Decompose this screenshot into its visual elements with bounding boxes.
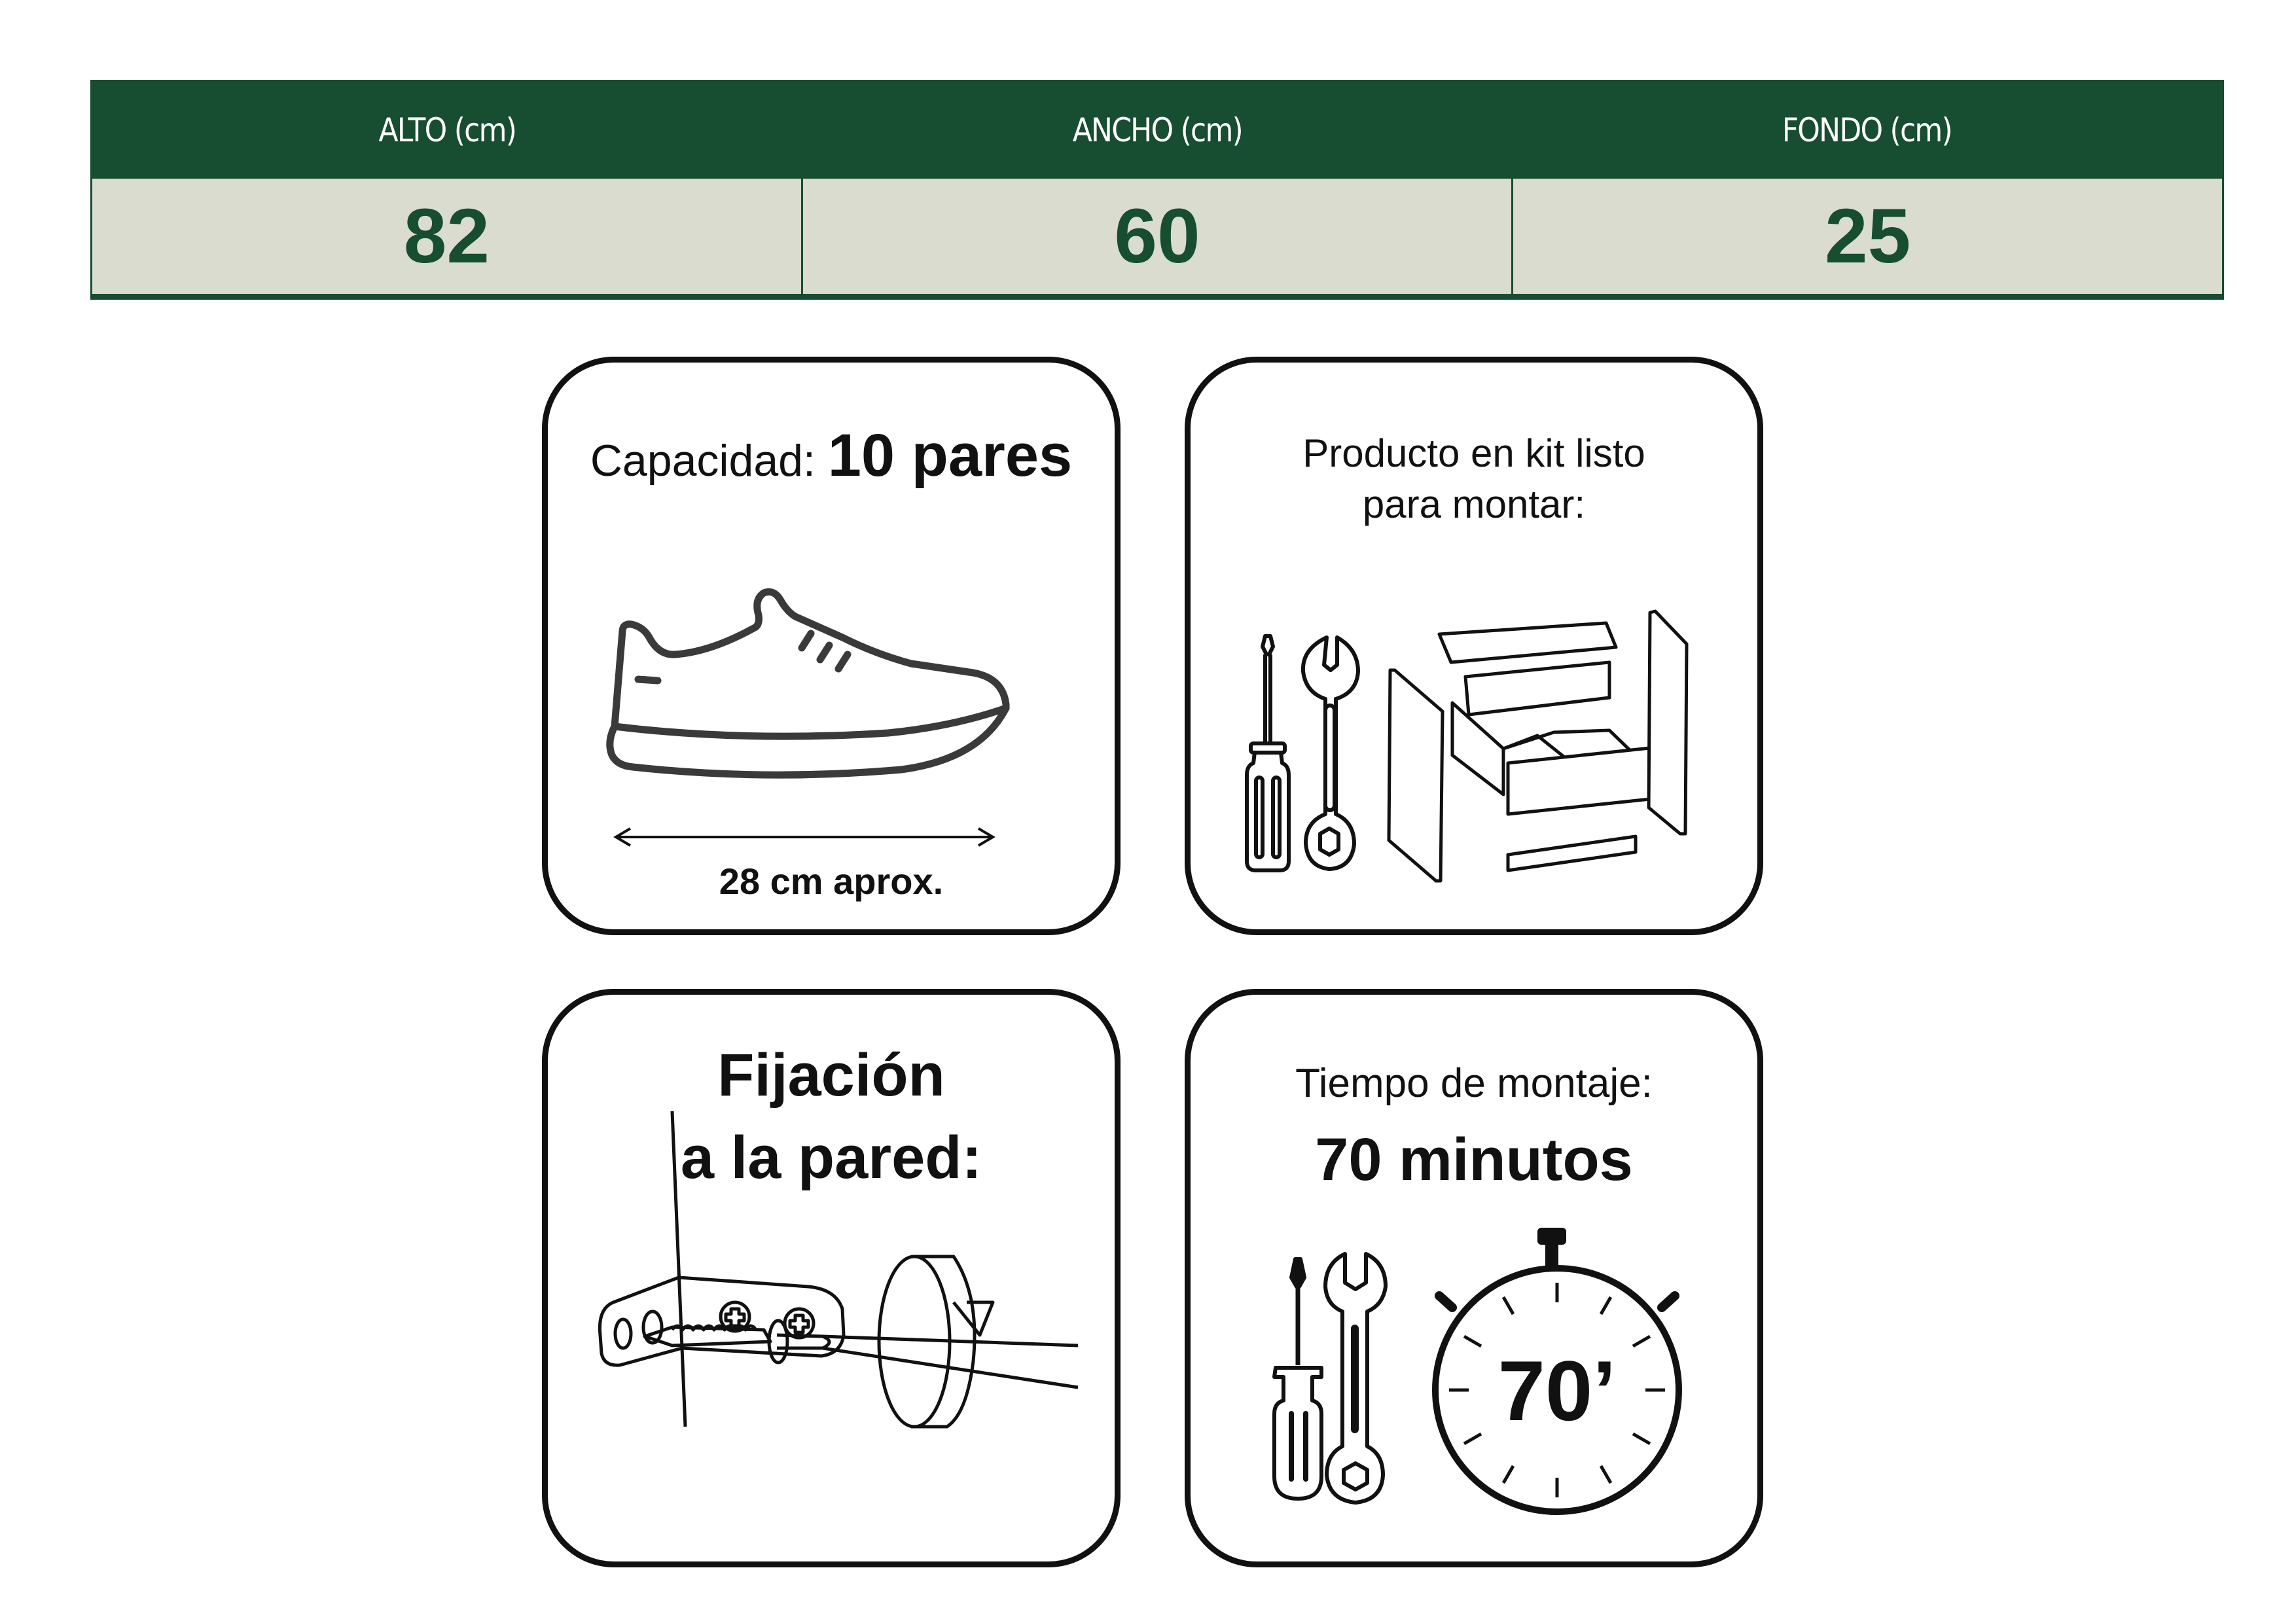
wrench-icon xyxy=(1303,637,1358,869)
wall-bracket-screw-icon xyxy=(548,995,1126,1573)
header-alto: ALTO (cm) xyxy=(378,111,516,149)
header-ancho: ANCHO (cm) xyxy=(1072,111,1242,149)
capacity-value: 10 pares xyxy=(827,422,1073,489)
time-illustration xyxy=(1191,995,1769,1573)
dimensions-header-row xyxy=(92,82,2222,179)
screwdriver-icon xyxy=(1247,636,1289,870)
wall-title-line2: a la pared: xyxy=(680,1124,982,1191)
value-fondo: 25 xyxy=(1511,179,2222,294)
kit-title-line2: para montar: xyxy=(1362,482,1586,526)
screwdriver-icon xyxy=(1274,1259,1321,1499)
capacity-card xyxy=(542,357,1121,935)
dimensions-value-row xyxy=(92,179,2222,298)
stopwatch-icon xyxy=(1435,1228,1679,1512)
kit-card xyxy=(1185,357,1763,935)
header-fondo: FONDO (cm) xyxy=(1782,111,1952,149)
shoe-length-label: 28 cm aprox. xyxy=(719,861,944,902)
value-ancho: 60 xyxy=(801,179,1512,294)
kit-title-line1: Producto en kit listo xyxy=(1302,431,1645,475)
time-value: 70 minutos xyxy=(1315,1126,1633,1193)
assembly-time-card xyxy=(1185,989,1763,1567)
capacity-label: Capacidad: xyxy=(590,436,816,486)
stopwatch-value: 70’ xyxy=(1498,1343,1617,1438)
wall-title-line1: Fijación xyxy=(717,1042,945,1109)
value-alto: 82 xyxy=(403,193,490,279)
shoe-icon xyxy=(548,363,1126,941)
dimensions-table xyxy=(90,80,2224,300)
wall-fixation-card xyxy=(542,989,1121,1567)
furniture-parts-icon xyxy=(1389,611,1687,881)
time-label: Tiempo de montaje: xyxy=(1295,1061,1653,1106)
kit-illustration xyxy=(1191,363,1769,941)
wrench-icon xyxy=(1325,1254,1386,1503)
